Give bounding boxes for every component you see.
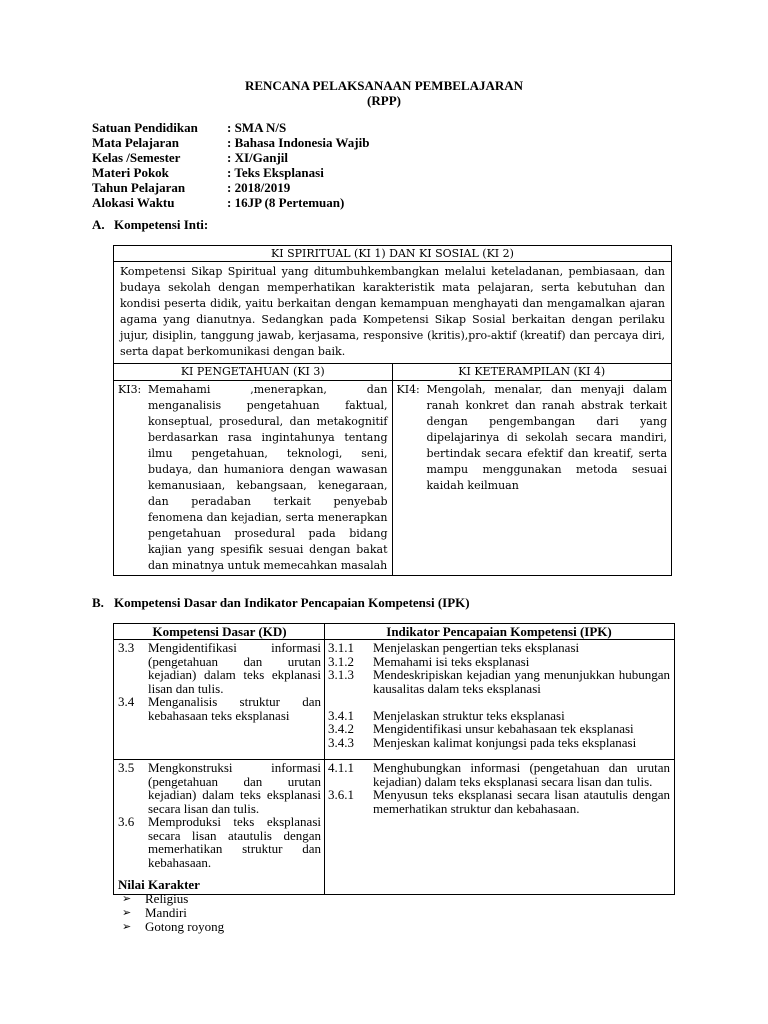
ipk-item	[328, 668, 670, 695]
list-item-text: Mandiri	[145, 905, 187, 920]
ipk-text: Memahami isi teks eksplanasi	[373, 653, 530, 669]
kd-cell	[114, 760, 325, 894]
ipk-text: Menjelaskan pengertian teks eksplanasi	[373, 640, 580, 655]
ipk-number: 3.1.2	[328, 653, 354, 669]
meta-row	[92, 150, 369, 165]
kd-text: Memproduksi teks eksplanasi secara lisan atautulis dengan memerhatikan struktur dan kebahasaan.	[148, 814, 321, 870]
ipk-number: 3.4.2	[328, 721, 354, 736]
arrow-bullet-icon: ➢	[122, 907, 132, 919]
list-item	[118, 906, 224, 920]
meta-value: : Teks Eksplanasi	[227, 165, 324, 180]
ki3-column	[114, 364, 393, 575]
arrow-bullet-icon: ➢	[122, 921, 132, 933]
ipk-number: 3.6.1	[328, 787, 354, 802]
kd-text: Mengkonstruksi informasi (pengetahuan dan urutan kejadian) dalam teks eksplanasi secara lisan dan tulis.	[148, 760, 321, 816]
meta-row	[92, 135, 369, 150]
ipk-text: Menjeskan kalimat konjungsi pada teks eksplanasi	[373, 734, 637, 750]
document-subtitle: (RPP)	[367, 93, 401, 108]
meta-row	[92, 165, 369, 180]
nilai-karakter	[118, 878, 224, 934]
arrow-bullet-icon: ➢	[122, 893, 132, 905]
list-item	[118, 892, 224, 906]
meta-row	[92, 195, 369, 210]
ki-columns	[114, 364, 671, 575]
meta-label: Satuan Pendidikan	[92, 120, 198, 135]
kd-row-1	[114, 640, 674, 760]
section-title: Kompetensi Dasar dan Indikator Pencapaian Kompetensi (IPK)	[114, 595, 470, 610]
list-item-text: Gotong royong	[145, 919, 225, 934]
ipk-number: 3.4.1	[328, 707, 354, 723]
meta-label: Alokasi Waktu	[92, 195, 175, 210]
ki4-label: KI4:	[396, 383, 420, 396]
section-letter: A.	[92, 217, 105, 232]
kd-number: 3.6	[118, 814, 135, 829]
kd-item	[118, 761, 321, 815]
ipk-cell	[325, 640, 674, 759]
section-letter: B.	[92, 595, 104, 610]
ipk-item	[328, 641, 670, 655]
list-item	[118, 920, 224, 934]
meta-value: : 16JP (8 Pertemuan)	[227, 195, 345, 210]
ipk-item	[328, 788, 670, 815]
kd-table-header	[114, 624, 674, 640]
meta-value: : 2018/2019	[227, 180, 291, 195]
section-a-heading	[92, 217, 208, 233]
ipk-text: Menghubungkan informasi (pengetahuan dan urutan kejadian) dalam teks eksplanasi secara lisan dan tulis.	[373, 760, 670, 789]
list-item-text: Religius	[145, 891, 189, 906]
kd-ipk-table	[113, 623, 675, 895]
ipk-item	[328, 709, 670, 723]
kd-item	[118, 641, 321, 695]
kd-item	[118, 695, 321, 722]
ki4-header: KI KETERAMPILAN (KI 4)	[393, 364, 672, 381]
ipk-number: 3.1.3	[328, 667, 354, 682]
ipk-cell	[325, 760, 674, 894]
ipk-text: Menyusun teks eksplanasi secara lisan atautulis dengan memerhatikan struktur dan kebahasaan.	[373, 787, 670, 816]
kd-number: 3.5	[118, 760, 135, 775]
ipk-number: 3.1.1	[328, 640, 354, 655]
kd-number: 3.3	[118, 640, 135, 655]
ki3-header: KI PENGETAHUAN (KI 3)	[114, 364, 392, 381]
nilai-karakter-title: Nilai Karakter	[118, 877, 200, 892]
ki3-body	[114, 381, 392, 575]
kd-number: 3.4	[118, 694, 135, 709]
meta-value: : SMA N/S	[227, 120, 287, 135]
section-title: Kompetensi Inti:	[114, 217, 209, 232]
ipk-header: Indikator Pencapaian Kompetensi (IPK)	[386, 624, 612, 639]
meta-value: : XI/Ganjil	[227, 150, 289, 165]
ipk-item	[328, 655, 670, 669]
spacer	[328, 695, 670, 709]
kompetensi-inti-table	[113, 245, 672, 576]
ipk-item	[328, 736, 670, 750]
document-title: RENCANA PELAKSANAAN PEMBELAJARAN	[244, 78, 524, 93]
kd-cell	[114, 640, 325, 759]
ipk-item	[328, 761, 670, 788]
meta-label: Mata Pelajaran	[92, 135, 180, 150]
ipk-number: 3.4.3	[328, 734, 354, 750]
meta-label: Kelas /Semester	[92, 150, 181, 165]
kd-row-2	[114, 760, 674, 894]
kd-header: Kompetensi Dasar (KD)	[114, 624, 325, 639]
ipk-text: Menjelaskan struktur teks eksplanasi	[373, 707, 565, 723]
ki-spiritual-header: KI SPIRITUAL (KI 1) DAN KI SOSIAL (KI 2)	[114, 246, 671, 262]
ipk-text: Mengidentifikasi unsur kebahasaan tek eksplanasi	[373, 721, 634, 736]
ki3-label: KI3:	[118, 383, 142, 396]
meta-row	[92, 180, 369, 195]
kd-item	[118, 815, 321, 869]
ki-spiritual-text: Kompetensi Sikap Spiritual yang ditumbuhkembangkan melalui keteladanan, pembiasaan, dan budaya sekolah dengan memperhatikan karakteristik mata pelajaran, serta kebutuhan dan kondisi peserta didik, yaitu berkaitan dengan kemampuan menghayati dan mengamalkan ajaran agama yang dianutnya. Sedangkan pada Kompetensi Sikap Sosial berkaitan dengan perilaku jujur, disiplin, tanggung jawab, kerjasama, responsive (kritis),pro-aktif (kreatif) dan percaya diri, serta dapat berkomunikasi dengan baik.	[114, 262, 671, 364]
section-b-heading	[92, 595, 470, 611]
ki4-column	[393, 364, 672, 575]
ipk-text: Mendeskripiskan kejadian yang menunjukkan hubungan kausalitas dalam teks eksplanasi	[373, 667, 670, 696]
meta-value: : Bahasa Indonesia Wajib	[227, 135, 370, 150]
meta-label: Tahun Pelajaran	[92, 180, 186, 195]
identity-block	[92, 120, 369, 210]
meta-label: Materi Pokok	[92, 165, 169, 180]
ki3-text: Memahami ,menerapkan, dan menganalisis pengetahuan faktual, konseptual, prosedural, dan metakognitif berdasarkan rasa ingintahunya tentang ilmu pengetahuan, teknologi, seni, budaya, dan humaniora dengan wawasan kemanusiaan, kebangsaan, kenegaraan, dan peradaban terkait penyebab fenomena dan kejadian, serta menerapkan pengetahuan prosedural pada bidang kajian yang spesifik sesuai dengan bakat dan minatnya untuk memecahkan masalah	[148, 383, 388, 572]
kd-text: Menganalisis struktur dan kebahasaan teks eksplanasi	[148, 694, 321, 723]
ki4-body	[393, 381, 672, 495]
ipk-item	[328, 722, 670, 736]
ipk-number: 4.1.1	[328, 760, 354, 775]
meta-row	[92, 120, 369, 135]
kd-text: Mengidentifikasi informasi (pengetahuan dan urutan kejadian) dalam teks ekplanasi lisan dan tulis.	[148, 640, 321, 696]
ki4-text: Mengolah, menalar, dan menyaji dalam ranah konkret dan ranah abstrak terkait dengan pengembangan dari yang dipelajarinya di sekolah secara mandiri, bertindak secara efektif dan kreatif, serta mampu menggunakan metoda sesuai kaidah keilmuan	[426, 383, 667, 492]
